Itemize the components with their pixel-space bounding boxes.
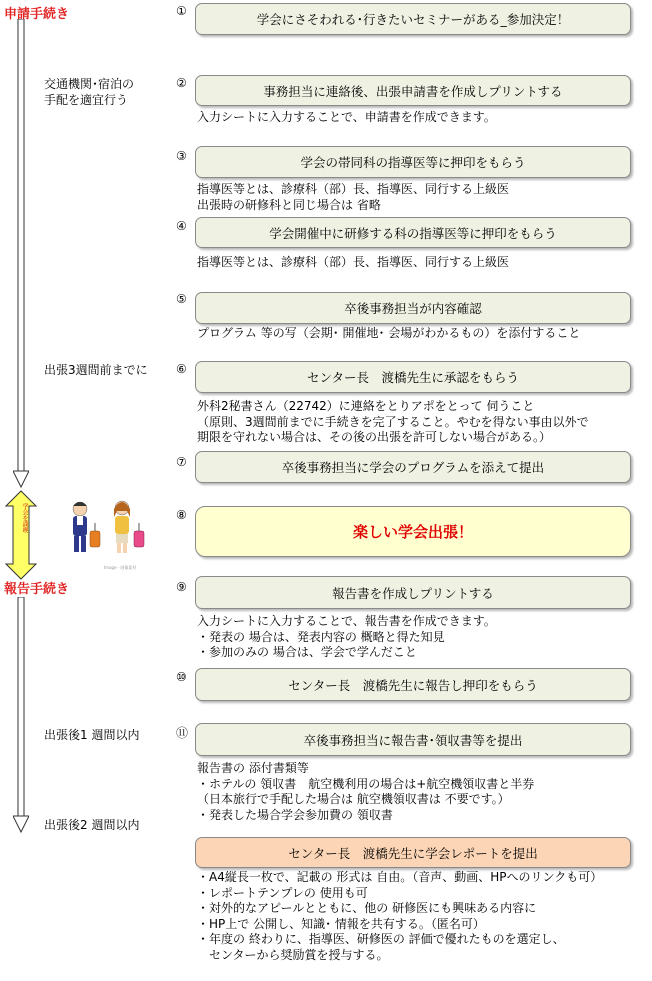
step-6-number: ⑥: [176, 362, 187, 376]
side-note-3weeks: 出張3週間前までに: [44, 363, 148, 377]
step-11-box: 卒後事務担当に報告書･領収書等を提出: [195, 723, 631, 756]
step-4-notes: 指導医等とは、診療科（部）長、指導医、同行する上級医: [197, 255, 510, 269]
step-6-notes: 外科2秘書さん（22742）に連絡をとりアポをとって 伺うこと （原則、3週間前までに手続きを完了すること。やむを得ない事由以外で 期限を守れない場合は、その後の出張を許可しない場合がある。）: [197, 399, 589, 444]
step-8-box: 楽しい学会出張！: [195, 506, 631, 557]
step-3-number: ③: [176, 149, 187, 163]
step-5-notes: プログラム 等の写（会期･ 開催地･ 会場がわかるもの）を添付すること: [197, 326, 581, 340]
side-note-1week: 出張後1 週間以内: [44, 728, 140, 742]
step-1-number: ①: [176, 4, 187, 18]
step-11-number: ⑪: [176, 726, 189, 740]
step-2-number: ②: [176, 76, 187, 90]
side-note-2weeks: 出張後2 週間以内: [44, 818, 140, 832]
step-10-number: ⑩: [176, 670, 187, 684]
step-2-notes: 入力シートに入力することで、申請書を作成できます。: [197, 110, 496, 124]
report-submit-box: センター長 渡橋先生に学会レポートを提出: [195, 837, 631, 868]
step-4-number: ④: [176, 219, 187, 233]
step-3-notes: 指導医等とは、診療科（部）長、指導医、同行する上級医 出張時の研修科と同じ場合は 省略: [197, 182, 510, 212]
step-10-box: センター長 渡橋先生に報告し押印をもらう: [195, 668, 631, 701]
report-section-title: 報告手続き: [4, 582, 70, 597]
step-1-box: 学会にさそわれる･行きたいセミナーがある_参加決定！: [195, 3, 631, 35]
step-7-box: 卒後事務担当に学会のプログラムを添えて提出: [195, 451, 631, 483]
step-9-number: ⑨: [176, 580, 187, 594]
apply-section-title: 申請手続き: [4, 7, 70, 22]
travelers-illustration: [62, 497, 158, 561]
report-submit-notes: ・A4縦長一枚で、記載の 形式は 自由。（音声、動画、HPへのリンクも可） ・レポートテンプレの 使用も可 ・対外的なアピールとともに、他の 研修医にも興味ある内容に ・HP上で 公開し、知識･ 情報を共有する。（匿名可） ・年度の 終わりに、指導医、研修医の 評価で優れたものを選定し、 センターから奨励賞を授与する。: [197, 870, 603, 962]
step-8-number: ⑧: [176, 508, 187, 522]
step-5-number: ⑤: [176, 292, 187, 306]
step-7-number: ⑦: [176, 455, 187, 469]
report-timeline-arrow: [13, 597, 29, 833]
step-4-box: 学会開催中に研修する科の指導医等に押印をもらう: [195, 217, 631, 248]
trip-arrow-label: 学会を満喫: [21, 503, 28, 533]
step-3-box: 学会の帯同科の指導医等に押印をもらう: [195, 146, 631, 178]
side-note-transport: 交通機関･宿泊の 手配を適宜行う: [44, 77, 135, 107]
step-5-box: 卒後事務担当が内容確認: [195, 292, 631, 324]
step-11-notes: 報告書の 添付書類等 ・ホテルの 領収書 航空機利用の場合は+航空機領収書と半券 （日本旅行で手配した場合は 航空機領収書は 不要です。） ・発表した場合学会参加費の 領収書: [197, 761, 535, 822]
step-6-box: センター長 渡橋先生に承認をもらう: [195, 361, 631, 393]
step-9-box: 報告書を作成しプリントする: [195, 576, 631, 609]
step-2-box: 事務担当に連絡後、出張申請書を作成しプリントする: [195, 75, 631, 106]
illustration-caption: Image · 画像素材: [104, 565, 137, 570]
step-9-notes: 入力シートに入力することで、報告書を作成できます。 ・発表の 場合は、発表内容の 概略と得た知見 ・参加のみの 場合は、学会で学んだこと: [197, 614, 496, 659]
apply-timeline-arrow: [13, 19, 29, 489]
